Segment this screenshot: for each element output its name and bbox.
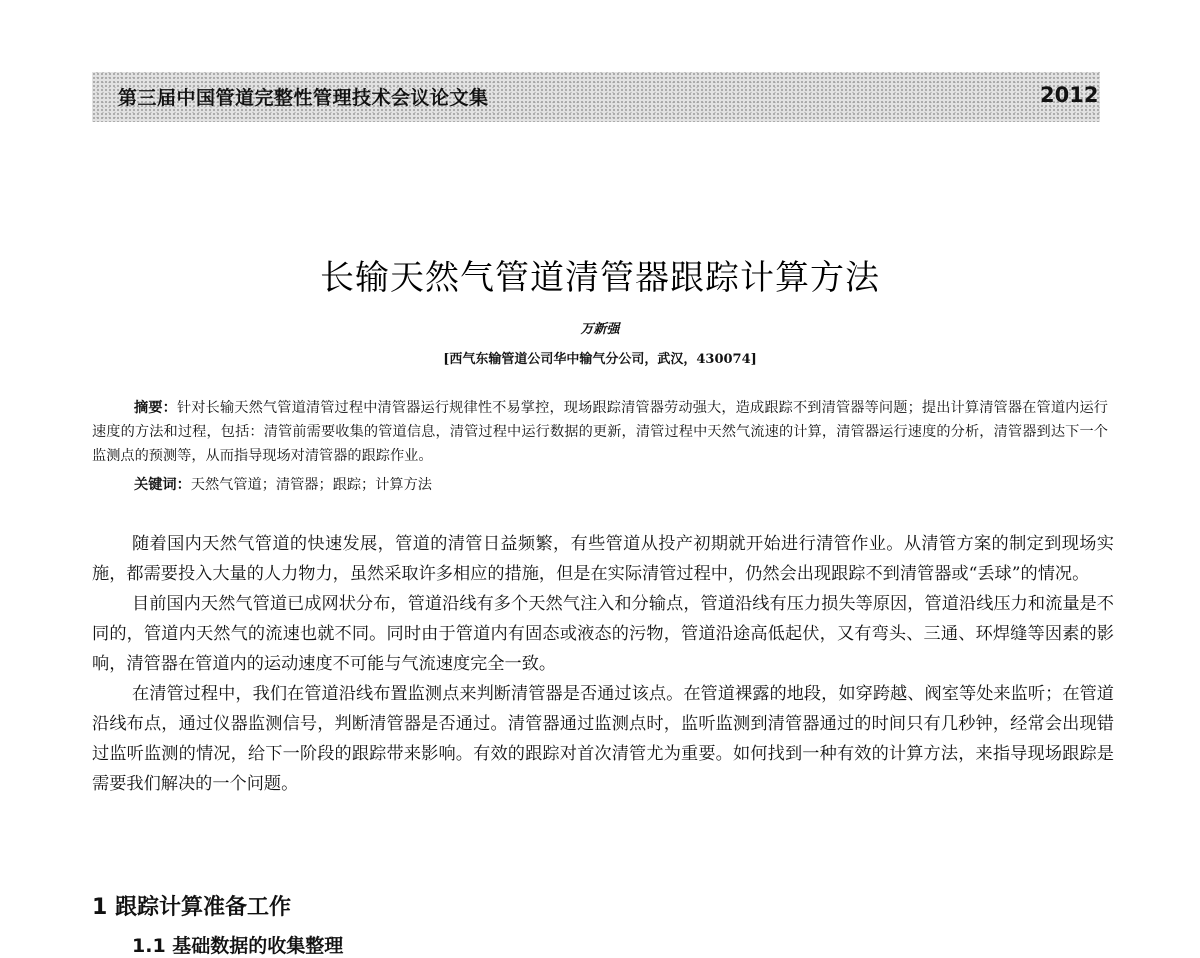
abstract-label: 摘要：	[134, 400, 177, 416]
keywords-label: 关键词：	[134, 477, 191, 493]
paper-title: 长输天然气管道清管器跟踪计算方法	[320, 258, 880, 298]
proceedings-title: 第三届中国管道完整性管理技术会议论文集	[118, 87, 489, 109]
body-text	[92, 529, 1114, 799]
keywords-text: 天然气管道；清管器；跟踪；计算方法	[190, 477, 432, 493]
abstract	[92, 396, 1108, 468]
author-name: 万新强	[580, 322, 620, 337]
author-affiliation: [西气东输管道公司华中输气分公司，武汉，430074]	[443, 352, 757, 367]
body-paragraph: 目前国内天然气管道已成网状分布，管道沿线有多个天然气注入和分输点，管道沿线有压力损失等原因，管道沿线压力和流量是不同的，管道内天然气的流速也就不同。同时由于管道内有固态或液态的污物，管道沿途高低起伏，又有弯头、三通、环焊缝等因素的影响，清管器在管道内的运动速度不可能与气流速度完全一致。	[92, 594, 1114, 674]
body-paragraph: 在清管过程中，我们在管道沿线布置监测点来判断清管器是否通过该点。在管道裸露的地段，如穿跨越、阀室等处来监听；在管道沿线布点，通过仪器监测信号，判断清管器是否通过。清管器通过监测点时，监听监测到清管器通过的时间只有几秒钟，经常会出现错过监听监测的情况，给下一阶段的跟踪带来影响。有效的跟踪对首次清管尤为重要。如何找到一种有效的计算方法，来指导现场跟踪是需要我们解决的一个问题。	[92, 684, 1114, 794]
proceedings-year: 2012	[1040, 83, 1099, 107]
subsection-heading: 1.1 基础数据的收集整理	[132, 935, 344, 957]
section-heading: 1 跟踪计算准备工作	[92, 895, 291, 920]
abstract-text: 针对长输天然气管道清管过程中清管器运行规律性不易掌控，现场跟踪清管器劳动强大，造成跟踪不到清管器等问题；提出计算清管器在管道内运行速度的方法和过程，包括：清管前需要收集的管道信息，清管过程中运行数据的更新，清管过程中天然气流速的计算，清管器运行速度的分析，清管器到达下一个监测点的预测等，从而指导现场对清管器的跟踪作业。	[92, 400, 1108, 464]
keywords	[134, 473, 432, 497]
body-paragraph: 随着国内天然气管道的快速发展，管道的清管日益频繁，有些管道从投产初期就开始进行清管作业。从清管方案的制定到现场实施，都需要投入大量的人力物力，虽然采取许多相应的措施，但是在实际清管过程中，仍然会出现跟踪不到清管器或“丢球”的情况。	[92, 534, 1114, 584]
